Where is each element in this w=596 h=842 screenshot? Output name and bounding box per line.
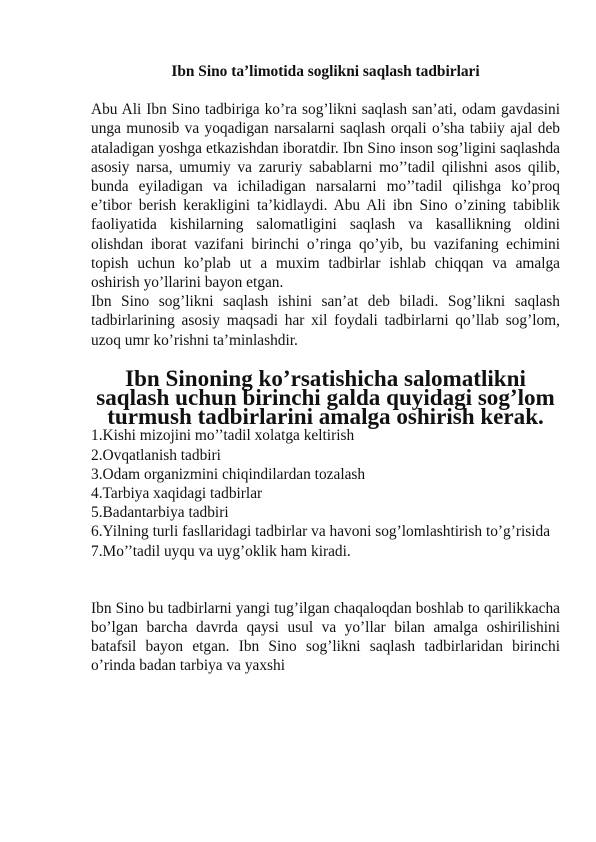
document-title: Ibn Sino ta’limotida soglikni saqlash tadbirlari [171, 63, 480, 80]
list-item: 6.Yilning turli fasllaridagi tadbirlar va havoni sog’lomlashtirish to’g’risida [91, 523, 551, 541]
spacer [91, 561, 560, 599]
document-page [91, 62, 560, 676]
measures-list [91, 426, 560, 560]
section-heading: Ibn Sinoning ko’rsatishicha salomatlikni saqlash uchun birinchi galda quyidagi sog’lom turmush tadbirlarini amalga oshirish kerak. [96, 364, 555, 430]
list-item: 2.Ovqatlanish tadbiri [91, 446, 221, 464]
list-item: 7.Mo’’tadil uyqu va uyg’oklik ham kiradi. [91, 542, 351, 560]
list-item: 5.Badantarbiya tadbiri [91, 504, 229, 522]
list-item: 1.Kishi mizojini mo’’tadil xolatga keltirish [91, 427, 355, 445]
paragraph-art-of-health: Ibn Sino sog’likni saqlash ishini san’at deb biladi. Sog’likni saqlash tadbirlarining asosiy maqsadi har xil foydali tadbirlarni qo’llab sog’lom, uzoq umr ko’rishni ta’minlashdir. [91, 293, 560, 349]
list-item: 4.Tarbiya xaqidagi tadbirlar [91, 485, 263, 503]
paragraph-closing: Ibn Sino bu tadbirlarni yangi tug’ilgan chaqaloqdan boshlab to qarilikkacha bo’lgan barcha davrda qaysi usul va yo’llar bilan amalga oshirilishini batafsil bayon etgan. Ibn Sino sog’likni saqlash tadbirlaridan birinchi o’rinda badan tarbiya va yaxshi [91, 599, 560, 675]
paragraph-intro: Abu Ali Ibn Sino tadbiriga ko’ra sog’likni saqlash san’ati, odam gavdasini unga munosib va yoqadigan narsalarni saqlash orqali o’sha tabiiy ajal deb ataladigan yoshga etkazishdan iboratdir. Ibn Sino inson sog’ligini saqlashda asosiy narsa, umumiy va zaruriy sabablarni mo’’tadil qilishni asos qilib, bunda eyiladigan va ichiladigan narsalarni mo’’tadil qilishga ko’proq e’tibor berish kerakligini ta’kidlaydi. Abu Ali ibn Sino o’zining tabiblik faoliyatida kishilarning salomatligini saqlash va kasallikning oldini olishdan iborat vazifani birinchi o’ringa qo’yib, bu vazifaning echimini topish uchun ko’plab ut a muxim tadbirlar ishlab chiqqan va amalga oshirish yo’llarini bayon etgan. [91, 101, 560, 292]
list-item: 3.Odam organizmini chiqindilardan tozalash [91, 465, 366, 483]
